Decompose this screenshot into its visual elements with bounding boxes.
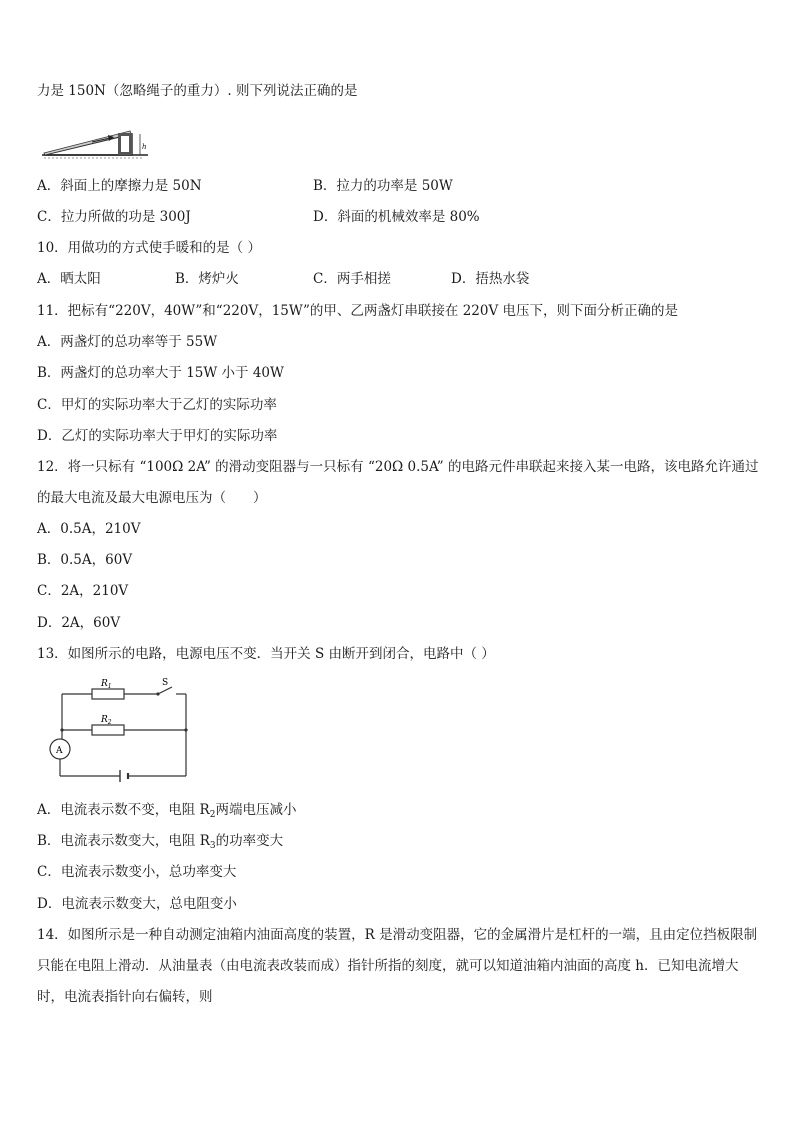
q9-text: 力是 150N（忽略绳子的重力）. 则下列说法正确的是 [37, 83, 358, 99]
q9-option-d[interactable]: D．斜面的机械效率是 80% [313, 209, 480, 225]
q10-stem: 10．用做功的方式使手暖和的是（ ） [37, 240, 261, 256]
q11-option-a[interactable]: A．两盏灯的总功率等于 55W [37, 334, 218, 350]
q12-option-a[interactable]: A．0.5A，210V [37, 521, 141, 537]
q9-option-a[interactable]: A．斜面上的摩擦力是 50N [37, 178, 202, 194]
q11-stem: 11．把标有“220V，40W”和“220V，15W”的甲、乙两盏灯串联接在 220V 电压下，则下面分析正确的是 [37, 303, 679, 319]
label-r1: $R_1$ [101, 679, 112, 690]
ammeter-label: A [56, 746, 63, 756]
q12-option-b[interactable]: B．0.5A，60V [37, 552, 133, 568]
q9-option-b[interactable]: B．拉力的功率是 50W [313, 178, 453, 194]
q10-option-c[interactable]: C．两手相搓 [313, 271, 391, 287]
q12-option-d[interactable]: D．2A，60V [37, 615, 121, 631]
label-r2: $R_2$ [101, 715, 112, 726]
q13-option-c[interactable]: C．电流表示数变小，总功率变大 [37, 864, 237, 880]
q13-option-b-pre: B．电流表示数变大，电阻 R [37, 833, 210, 849]
q11-option-b[interactable]: B．两盏灯的总功率大于 15W 小于 40W [37, 365, 284, 381]
q12-option-c[interactable]: C．2A，210V [37, 583, 129, 599]
q13-stem: 13．如图所示的电路，电源电压不变．当开关 S 由断开到闭合，电路中（ ） [37, 646, 495, 662]
circuit-diagram [46, 676, 196, 782]
q13-option-a-sub: 2 [209, 810, 216, 820]
q12-stem: 12．将一只标有 “100Ω 2A” 的滑动变阻器与一只标有 “20Ω 0.5A” 的电路元件串联起来接入某一电路，该电路允许通过的最大电流及最大电源电压为（ ） [37, 459, 759, 506]
q13-option-b-post: 的功率变大 [215, 833, 284, 849]
q10-option-a[interactable]: A．晒太阳 [37, 271, 101, 287]
q13-option-a[interactable] [37, 801, 296, 824]
q13-option-a-pre: A．电流表示数不变，电阻 R [37, 802, 210, 818]
q11-option-d[interactable]: D．乙灯的实际功率大于甲灯的实际功率 [37, 428, 278, 444]
q13-option-a-post: 两端电压减小 [215, 802, 297, 818]
svg-text:h: h [142, 143, 147, 151]
q11-option-c[interactable]: C．甲灯的实际功率大于乙灯的实际功率 [37, 397, 277, 413]
label-switch: S [162, 678, 169, 688]
q14-stem: 14．如图所示是一种自动测定油箱内油面高度的装置，R 是滑动变阻器，它的金属滑片是杠杆的一端，且由定位挡板限制只能在电阻上滑动．从油量表（由电流表改装而成）指针所指的刻度，就可以知道油箱内油面的高度 h．已知电流增大时，电流表指针向右偏转，则 [37, 927, 758, 1005]
q10-option-b[interactable]: B．烤炉火 [175, 271, 239, 287]
q13-option-b-sub: 3 [209, 841, 216, 851]
q13-option-d[interactable]: D．电流表示数变大，总电阻变小 [37, 896, 237, 912]
q10-option-d[interactable]: D．捂热水袋 [451, 271, 530, 287]
q13-option-b[interactable] [37, 832, 283, 855]
incline-figure [40, 122, 152, 160]
q9-option-c[interactable]: C．拉力所做的功是 300J [37, 209, 191, 225]
